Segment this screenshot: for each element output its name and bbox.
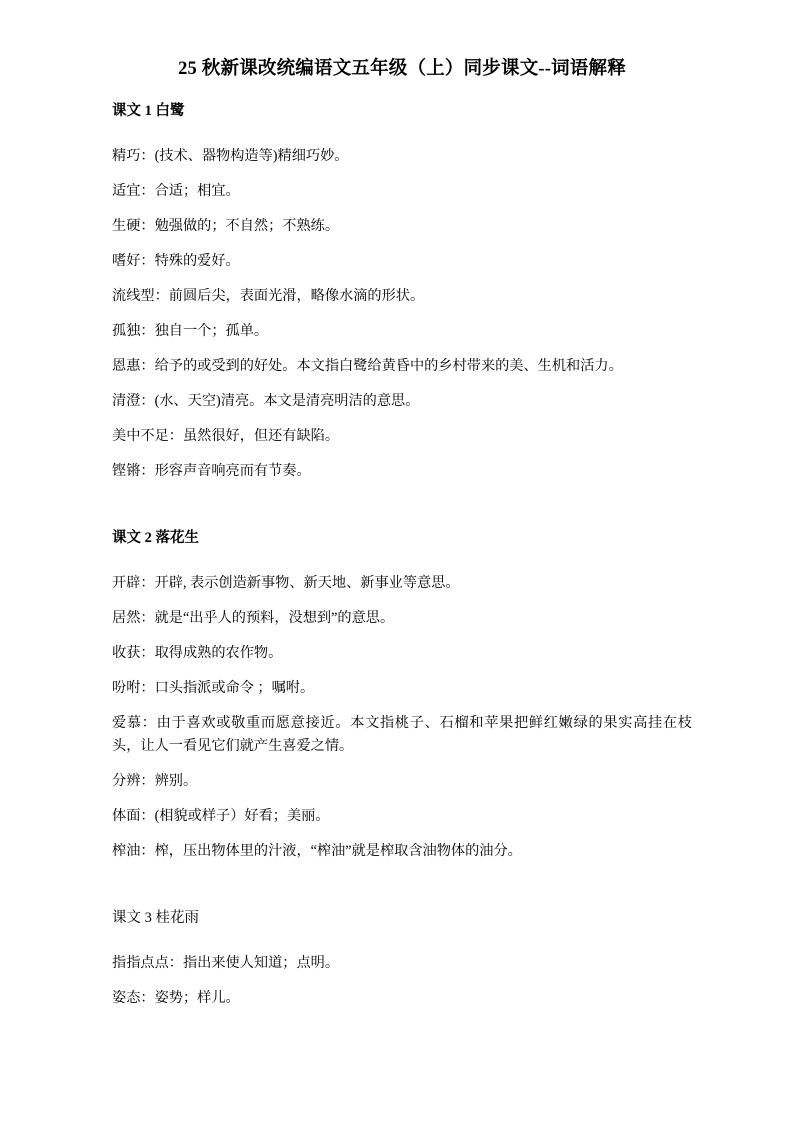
entry: 铿锵：形容声音响亮而有节奏。 [112,462,311,479]
section-heading-1: 课文 1 白鹭 [112,102,185,119]
entry: 孤独：独自一个；孤单。 [112,322,269,339]
entry: 居然：就是“出乎人的预料，没想到”的意思。 [112,610,395,627]
entry: 吩咐：口头指派或命令 ；嘱咐。 [112,680,315,697]
entry: 清澄：(水、天空)清亮。本文是清亮明洁的意思。 [112,392,420,409]
section-heading-3: 课文 3 桂花雨 [112,910,199,927]
entry: 爱慕：由于喜欢或敬重而愿意接近。本文指桃子、石榴和苹果把鲜红嫩绿的果实高挂在枝头，让人一看见它们就产生喜爱之情。 [112,715,692,755]
entry: 美中不足：虽然很好，但还有缺陷。 [112,427,340,444]
entry: 嗜好：特殊的爱好。 [112,252,240,269]
entry: 开辟：开辟, 表示创造新事物、新天地、新事业等意思。 [112,575,460,592]
entry: 流线型：前圆后尖，表面光滑，略像水滴的形状。 [112,287,425,304]
entry: 姿态：姿势；样儿。 [112,990,240,1007]
entry: 生硬：勉强做的；不自然；不熟练。 [112,217,340,234]
entry: 收获：取得成熟的农作物。 [112,645,283,662]
entry: 榨油：榨，压出物体里的汁液，“榨油”就是榨取含油物体的油分。 [112,843,522,860]
page-title: 25 秋新课改统编语文五年级（上）同步课文--词语解释 [178,59,626,79]
entry: 恩惠：给予的或受到的好处。本文指白鹭给黄昏中的乡村带来的美、生机和活力。 [112,357,623,374]
entry: 指指点点：指出来使人知道；点明。 [112,955,340,972]
entry: 体面：(相貌或样子）好看；美丽。 [112,808,330,825]
document-body [112,56,692,1010]
entry: 精巧：(技术、器物构造等)精细巧妙。 [112,147,349,164]
entry: 分辨：辨别。 [112,773,198,790]
section-heading-2: 课文 2 落花生 [112,529,199,546]
entry: 适宜：合适；相宜。 [112,182,240,199]
